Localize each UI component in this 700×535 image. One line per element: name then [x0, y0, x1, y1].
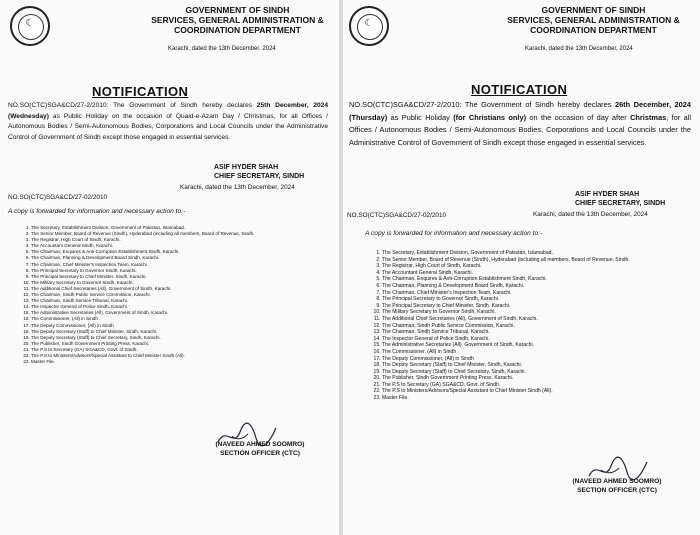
header-line-1: GOVERNMENT OF SINDH — [185, 5, 290, 15]
body-text-2: as Public Holiday on the occasion of Quaid-e-Azam Day / Christmas, for all Offices / Autonomous Bodies / Semi-Autonomous Bodies, Corporations and Local Councils under the Administrative Control of Government of Sindh except those engaged in essential services. — [8, 112, 328, 141]
issue-date: Karachi, dated the 13th December, 2024 — [525, 46, 633, 52]
notification-body — [349, 99, 691, 149]
distribution-list-item: 19. The Deputy Secretary (Staff) to Chief Secretary, Sindh, Karachi. — [31, 335, 331, 341]
reference-number: NO.SO(CTC)SGA&CD/27-02/2010 — [347, 212, 447, 219]
distribution-list-item: 15. The Administrative Secretaries (All), Government of Sindh, Karachi. — [382, 342, 700, 349]
distribution-list — [367, 250, 700, 402]
header-line-2: SERVICES, GENERAL ADMINISTRATION & — [507, 15, 680, 25]
government-of-sindh-seal-icon: ☾ — [349, 6, 389, 46]
header-line-2: SERVICES, GENERAL ADMINISTRATION & — [151, 15, 324, 25]
issue-date: Karachi, dated the 13th December, 2024 — [168, 46, 276, 52]
distribution-list-item: 6. The Chairman, Planning & Development Board Sindh, Karachi. — [382, 283, 700, 290]
signatory-block — [575, 190, 665, 208]
header-line-3: COORDINATION DEPARTMENT — [174, 25, 301, 35]
notification-title: NOTIFICATION — [92, 84, 189, 99]
distribution-list-item: 21. The P.S to Secretary (GA) SGA&CD, Govt. of Sindh. — [382, 382, 700, 389]
distribution-list-item: 14. The Inspector General of Police Sindh, Karachi — [31, 304, 331, 310]
distribution-list-item: 5. The Chairman, Enquires & Anti-Corruption Establishment Sindh, Karachi. — [382, 276, 700, 283]
distribution-list-item: 12. The Chairman, Sindh Public Service Commission, Karachi. — [31, 292, 331, 298]
distribution-list-item: 13. The Chairman, Sindh Service Tribunal, Karachi. — [31, 298, 331, 304]
signatory-name: ASIF HYDER SHAH — [214, 164, 279, 171]
distribution-list-item: 3. The Registrar, High Court of Sindh, Karachi. — [31, 237, 331, 243]
distribution-list-item: 10. The Military Secretary to Governor Sindh, Karachi. — [31, 280, 331, 286]
signatory-title: CHIEF SECRETARY, SINDH — [214, 173, 305, 180]
section-officer-title: SECTION OFFICER (CTC) — [220, 449, 300, 457]
distribution-list-item: 9. The Principal Secretary to Chief Minister, Sindh, Karachi. — [382, 303, 700, 310]
distribution-list-item: 5. The Chairman, Enquires & Anti-Corruption Establishment Sindh, Karachi. — [31, 249, 331, 255]
body-text-2: as Public Holiday — [387, 112, 454, 122]
signatory-name: ASIF HYDER SHAH — [575, 191, 640, 198]
distribution-list-item: 19. The Deputy Secretary (Staff) to Chief Secretary, Sindh, Karachi. — [382, 369, 700, 376]
notification-page-left — [0, 0, 339, 535]
distribution-list-item: 21. The P.S to Secretary (GA) SGA&CD, Govt. of Sindh. — [31, 347, 331, 353]
section-officer-block — [205, 441, 315, 458]
distribution-list-item: 4. The Accountant General Sindh, Karachi. — [31, 243, 331, 249]
distribution-list-item: 7. The Chairman, Chief Minister's Inspection Team, Karachi. — [31, 262, 331, 268]
distribution-list-item: 8. The Principal Secretary to Governor Sindh, Karachi. — [382, 296, 700, 303]
distribution-list-item: 17. The Deputy Commissioner, (All) in Sindh — [31, 323, 331, 329]
distribution-list-item: 12. The Chairman, Sindh Public Service Commission, Karachi. — [382, 323, 700, 330]
distribution-list-item: 23. Master File. — [382, 395, 700, 402]
holiday-date: 25th December, 2024 (Wednesday) — [8, 102, 328, 120]
header-line-3: COORDINATION DEPARTMENT — [530, 25, 657, 35]
distribution-list-item: 22. The P.S to Ministers/Advisors/Special Assistant to Chief Minister Sindh (All). — [382, 388, 700, 395]
distribution-list-item: 18. The Deputy Secretary (Staff) to Chief Minister, Sindh, Karachi. — [31, 329, 331, 335]
distribution-list-item: 22. The P.S to Ministers/Advisors/Special Assistant to Chief Minister Sindh (All). — [31, 353, 331, 359]
reference-date: Karachi, dated the 13th December, 2024 — [533, 211, 648, 218]
distribution-list-item: 2. The Senior Member, Board of Revenue (Sindh), Hyderabad (including all members, Board of Revenue, Sindh. — [31, 231, 331, 237]
distribution-list-item: 11. The Additional Chief Secretaries (All), Government of Sindh, Karachi. — [382, 316, 700, 323]
section-officer-name: (NAVEED AHMED SOOMRO) — [215, 441, 305, 448]
distribution-list-item: 20. The Publisher, Sindh Government Printing Press, Karachi. — [31, 341, 331, 347]
distribution-list-item: 15. The Administrative Secretaries (All), Government of Sindh, Karachi. — [31, 310, 331, 316]
distribution-list-item: 4. The Accountant General Sindh, Karachi. — [382, 270, 700, 277]
reference-number: NO.SO(CTC)SGA&CD/27-02/2010 — [8, 194, 108, 201]
distribution-list-item: 3. The Registrar, High Court of Sindh, Karachi. — [382, 263, 700, 270]
christmas-label: Christmas — [630, 112, 667, 122]
body-text-3: on the occasion of day after — [526, 112, 631, 122]
body-text-4: , for all Offices / Autonomous Bodies / Semi-Autonomous Bodies, Corporations and Local Councils under the Administrative Control of Government of Sindh except those engaged in essential services. — [349, 112, 692, 147]
section-officer-title: SECTION OFFICER (CTC) — [577, 486, 657, 494]
department-header — [501, 5, 686, 35]
notification-title: NOTIFICATION — [471, 82, 568, 97]
notification-page-right — [343, 0, 700, 535]
distribution-list-item: 16. The Commissioner, (All) in Sindh — [382, 349, 700, 356]
distribution-list-item: 1. The Secretary, Establishment Division, Government of Pakistan, Islamabad. — [31, 225, 331, 231]
distribution-list-item: 17. The Deputy Commissioner, (All) in Sindh — [382, 356, 700, 363]
section-officer-name: (NAVEED AHMED SOOMRO) — [572, 478, 662, 485]
christians-only: (for Christians only) — [453, 112, 527, 122]
distribution-list-item: 16. The Commissioner, (All) in Sindh — [31, 316, 331, 322]
distribution-list-item: 10. The Military Secretary to Governor Sindh, Karachi. — [382, 309, 700, 316]
government-of-sindh-seal-icon: ☾ — [10, 6, 50, 46]
distribution-list-item: 23. Master File. — [31, 359, 331, 365]
distribution-list-item: 2. The Senior Member, Board of Revenue (Sindh), Hyderabad (including all members, Board of Revenue, Sindh. — [382, 257, 700, 264]
signatory-title: CHIEF SECRETARY, SINDH — [575, 200, 666, 207]
body-text-1: NO.SO(CTC)SGA&CD/27-2/2010: The Government of Sindh hereby declares — [8, 102, 257, 109]
holiday-date: 26th December, 2024 (Thursday) — [349, 100, 691, 122]
distribution-list-item: 18. The Deputy Secretary (Staff) to Chief Minister, Sindh, Karachi. — [382, 362, 700, 369]
distribution-list — [17, 225, 331, 365]
distribution-list-item: 6. The Chairman, Planning & Development Board Sindh, Karachi. — [31, 255, 331, 261]
department-header — [150, 5, 325, 35]
distribution-list-item: 14. The Inspector General of Police Sindh, Karachi. — [382, 336, 700, 343]
distribution-list-item: 1. The Secretary, Establishment Division, Government of Pakistan, Islamabad. — [382, 250, 700, 257]
reference-date: Karachi, dated the 13th December, 2024 — [180, 184, 295, 191]
distribution-list-item: 13. The Chairman, Sindh Service Tribunal, Karachi. — [382, 329, 700, 336]
distribution-list-item: 7. The Chairman, Chief Minister's Inspection Team, Karachi. — [382, 290, 700, 297]
signatory-block — [214, 163, 304, 181]
header-line-1: GOVERNMENT OF SINDH — [541, 5, 646, 15]
section-officer-block — [558, 478, 676, 495]
notification-body — [8, 101, 328, 143]
body-text-1: NO.SO(CTC)SGA&CD/27-2/2010: The Government of Sindh hereby declares — [349, 100, 615, 109]
copy-forward-text: A copy is forwarded for information and necessary action to:- — [8, 208, 186, 215]
distribution-list-item: 20. The Publisher, Sindh Government Printing Press, Karachi. — [382, 375, 700, 382]
distribution-list-item: 9. The Principal Secretary to Chief Minister, Sindh, Karachi. — [31, 274, 331, 280]
distribution-list-item: 11. The Additional Chief Secretaries (All), Government of Sindh, Karachi. — [31, 286, 331, 292]
copy-forward-text: A copy is forwarded for information and necessary action to:- — [365, 230, 543, 237]
distribution-list-item: 8. The Principal Secretary to Governor Sindh, Karachi. — [31, 268, 331, 274]
